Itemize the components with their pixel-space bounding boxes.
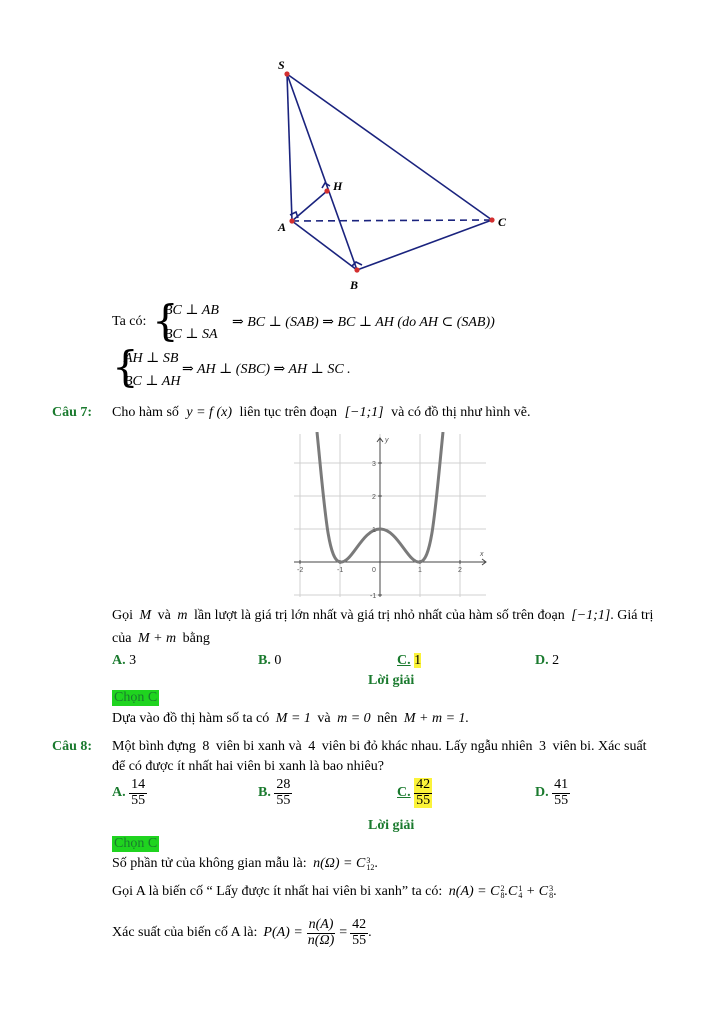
proof-brace-2: { xyxy=(112,342,139,391)
y-axis-label: y xyxy=(385,437,389,444)
label-b: B xyxy=(350,278,359,292)
q7-option-d[interactable]: D. 2 xyxy=(535,653,560,668)
x-tick: -2 xyxy=(297,567,304,574)
q8-option-c[interactable]: C. $\frac{42}{55}$ xyxy=(397,777,431,808)
q7-solution-title: Lời giải xyxy=(368,673,415,688)
pyramid-figure xyxy=(0,0,725,300)
q8-option-b[interactable]: B. $\frac{28}{55}$ xyxy=(258,777,291,808)
proof-2b: BC ⊥ AH xyxy=(124,374,181,389)
q7-ask-line-2: của M + m bằng xyxy=(112,631,210,646)
q8-chosen-badge: Chọn C xyxy=(114,836,158,851)
proof-intro: Ta có: xyxy=(112,314,147,329)
y-tick: -1 xyxy=(370,593,377,600)
q7-chosen-badge: Chọn C xyxy=(114,690,158,705)
x-tick: 2 xyxy=(458,567,462,574)
x-axis-label: x xyxy=(480,551,484,558)
y-tick: 2 xyxy=(372,494,376,501)
y-tick: 3 xyxy=(372,461,376,468)
q8-option-a[interactable]: A. $\frac{14}{55}$ xyxy=(112,777,146,808)
function-graph xyxy=(290,432,490,600)
y-tick: 1 xyxy=(372,527,376,534)
q7-ask-line-1: Gọi M và m lần lượt là giá trị lớn nhất và giá trị nhỏ nhất của hàm số trên đoạn [−1;1]. Giá trị xyxy=(112,608,654,623)
q7-option-a[interactable]: A. 3 xyxy=(112,653,137,668)
label-s: S xyxy=(278,58,285,72)
q7-solution-line: Dựa vào đồ thị hàm số ta có M = 1 và m = 0 nên M + m = 1. xyxy=(112,711,470,726)
label-c: C xyxy=(498,215,507,229)
proof-brace-1: { xyxy=(152,296,179,345)
q8-solution-line-1: Số phần tử của không gian mẫu là: n(Ω) = C 3 12 . xyxy=(112,855,378,872)
q8-label: Câu 8: xyxy=(52,739,93,754)
proof-conclusion-1: ⇒ BC ⊥ (SAB) ⇒ BC ⊥ AH (do AH ⊂ (SAB)) xyxy=(232,315,495,330)
q8-solution-line-2: Gọi A là biến cố “ Lấy được ít nhất hai viên bi xanh” ta có: n(A) = C 2 8 .C 1 4 + C 3 8 . xyxy=(112,883,557,900)
proof-1a: BC ⊥ AB xyxy=(164,303,219,318)
label-a: A xyxy=(278,220,287,234)
q8-solution-line-3: Xác suất của biến cố A là: P(A) = $\frac{n(A)}{n(\Omega)}$ = $\frac{42}{55}$ . xyxy=(112,916,372,948)
x-tick: -1 xyxy=(337,567,344,574)
q7-option-b[interactable]: B. 0 xyxy=(258,653,282,668)
label-h: H xyxy=(333,179,343,193)
q8-solution-title: Lời giải xyxy=(368,818,415,833)
q7-stem: Cho hàm số y = f (x) liên tục trên đoạn [−1;1] và có đồ thị như hình vẽ. xyxy=(112,405,531,420)
q7-option-c[interactable]: C. 1 xyxy=(397,653,422,668)
proof-2a: AH ⊥ SB xyxy=(124,351,179,366)
q8-stem-line-1: Một bình đựng 8 viên bi xanh và 4 viên bi đỏ khác nhau. Lấy ngẫu nhiên 3 viên bi. Xác suất xyxy=(112,739,647,754)
q8-stem-line-2: để có được ít nhất hai viên bi xanh là bao nhiêu? xyxy=(112,759,384,774)
proof-1b: BC ⊥ SA xyxy=(164,327,218,342)
q7-label: Câu 7: xyxy=(52,405,93,420)
proof-conclusion-2: ⇒ AH ⊥ (SBC) ⇒ AH ⊥ SC . xyxy=(182,362,351,377)
x-tick: 0 xyxy=(372,567,376,574)
q8-option-d[interactable]: D. $\frac{41}{55}$ xyxy=(535,777,569,808)
x-tick: 1 xyxy=(418,567,422,574)
